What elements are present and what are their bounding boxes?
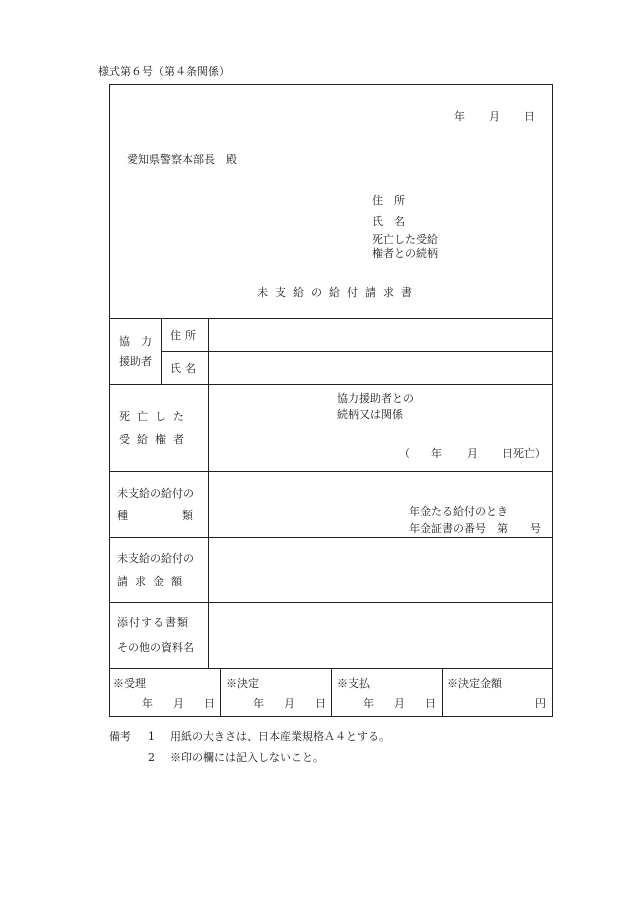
- decided-year: 年: [253, 697, 264, 710]
- divider: [220, 668, 221, 717]
- date-month: 月: [489, 110, 500, 123]
- death-month: 月: [467, 447, 478, 460]
- paid-day: 日: [425, 697, 436, 710]
- date-day: 日: [524, 110, 535, 123]
- divider: [208, 318, 209, 668]
- applicant-name-label: 氏 名: [372, 215, 405, 228]
- relation-label: 協力援助者との: [337, 392, 414, 405]
- note-number: 1: [148, 730, 155, 743]
- received-label: ※受理: [113, 677, 146, 690]
- divider: [331, 668, 332, 717]
- paid-label: ※支払: [337, 677, 370, 690]
- claim-amount-label: 請求金額: [117, 575, 189, 588]
- form-number: 様式第６号（第４条関係）: [98, 65, 230, 78]
- claim-amount-label: 未支給の給付の: [117, 552, 194, 565]
- helper-label: 協 力: [119, 335, 152, 348]
- attachments-label: その他の資料名: [117, 641, 194, 654]
- decided-month: 月: [284, 697, 295, 710]
- applicant-relation-label: 権者との続柄: [372, 247, 438, 260]
- note-number: 2: [148, 751, 155, 764]
- death-day: 日死亡）: [502, 447, 546, 460]
- decided-label: ※決定: [226, 677, 259, 690]
- pension-note: 年金たる給付のとき: [409, 505, 508, 518]
- divider: [442, 668, 443, 717]
- divider: [109, 537, 553, 538]
- received-year: 年: [142, 697, 153, 710]
- divider: [109, 318, 553, 319]
- divider: [109, 384, 553, 385]
- note-text: ※印の欄には記入しないこと。: [170, 751, 324, 764]
- benefit-type-label: 未支給の給付の: [117, 487, 194, 500]
- paid-year: 年: [363, 697, 374, 710]
- applicant-address-label: 住 所: [372, 194, 405, 207]
- helper-address-label: 住所: [170, 329, 200, 342]
- yen-unit: 円: [535, 697, 546, 710]
- received-month: 月: [173, 697, 184, 710]
- benefit-type-label: 種類: [117, 509, 247, 522]
- relation-label: 続柄又は関係: [337, 408, 403, 421]
- divider: [161, 351, 553, 352]
- helper-name-label: 氏名: [170, 362, 200, 375]
- pension-certificate-number: 年金証書の番号 第 号: [409, 522, 541, 535]
- addressee: 愛知県警察本部長 殿: [127, 153, 237, 166]
- date-year: 年: [454, 110, 465, 123]
- decided-day: 日: [315, 697, 326, 710]
- note-text: 用紙の大きさは、日本産業規格Ａ４とする。: [170, 730, 390, 743]
- notes-heading: 備考: [109, 730, 131, 743]
- applicant-relation-label: 死亡した受給: [372, 233, 438, 246]
- decided-amount-label: ※決定金額: [447, 677, 502, 690]
- form-title: 未支給の給付請求書: [257, 286, 419, 299]
- death-open-paren: （: [399, 447, 410, 460]
- helper-label: 援助者: [119, 355, 152, 368]
- received-day: 日: [204, 697, 215, 710]
- deceased-label: 受給権者: [119, 433, 191, 446]
- paid-month: 月: [394, 697, 405, 710]
- divider: [109, 602, 553, 603]
- attachments-label: 添付する書類: [117, 616, 189, 629]
- divider: [109, 471, 553, 472]
- divider: [161, 318, 162, 384]
- deceased-label: 死亡した: [119, 410, 191, 423]
- death-year: 年: [431, 447, 442, 460]
